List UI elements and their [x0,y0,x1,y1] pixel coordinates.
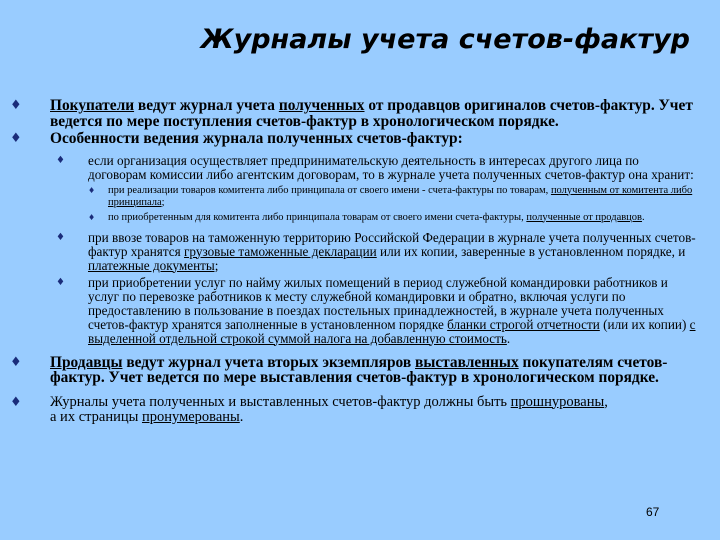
bullet-text: если организация осуществляет предпринимательскую деятельность в интересах другого лица по договорам комиссии либо агентским договорам, то в журнале учета полученных счетов-фактур она хранит: [88,152,694,182]
underlined-text: Продавцы [50,353,123,371]
text-span: . [642,211,645,223]
diamond-bullet-icon: ♦ [88,185,96,195]
text-span: (или их копии) [599,316,690,332]
text-span: при реализации товаров комитента либо принципала от своего имени - счета-фактуры по товарам, [108,184,551,196]
subsubbullet-sale [10,185,700,209]
text-span: , а их страницы [50,393,608,425]
bullet-text [108,212,700,224]
underlined-text: полученные от продавцов [526,211,643,223]
underlined-text: бланки строгой отчетности [447,316,600,332]
diamond-bullet-icon: ♦ [56,231,65,243]
subbullet-import [10,231,700,273]
text-span: . [239,409,244,425]
text-span: ведут журнал учета вторых экземпляров [122,353,416,371]
diamond-bullet-icon: ♦ [10,131,22,146]
bullet-features [10,131,700,147]
bullet-buyers [10,98,700,129]
text-span: Журналы учета полученных и выставленных счетов-фактур должны быть [50,393,511,410]
bullet-journals [10,395,700,426]
page-number: 67 [646,505,660,519]
text-span: или их копии, заверенные в установленном порядке, и [376,243,686,259]
underlined-text: платежные документы; [88,257,219,273]
subbullet-agency [10,154,700,182]
slide-content [10,98,700,428]
text-span: при ввозе товаров на таможенную территорию Российской Федерации в журнале учета полученных счетов-фактур хранятся [88,229,696,259]
text-span: ; [161,196,165,208]
bullet-text [88,231,700,273]
diamond-bullet-icon: ♦ [56,276,65,288]
underlined-text: полученных [278,97,365,114]
subsubbullet-purchase [10,212,700,224]
diamond-bullet-icon: ♦ [56,154,65,166]
underlined-text: прошнурованы [510,393,605,410]
text-span: по приобретенным для комитента либо принципала товарам от своего имени счета-фактуры, [108,211,527,223]
underlined-text: полученным от комитента либо принципала [108,184,693,208]
text-span: покупателям счетов-фактур. Учет ведется по мере выставления счетов-фактур в хронологическом порядке. [50,353,668,386]
underlined-text: с выделенной отдельной строкой суммой налога на добавленную стоимость [88,316,696,346]
diamond-bullet-icon: ♦ [10,98,22,113]
bullet-text [108,185,700,209]
bullet-text [50,395,610,426]
bullet-text [88,276,700,346]
underlined-text: выставленных [415,353,519,371]
diamond-bullet-icon: ♦ [10,354,22,370]
text-span: при приобретении услуг по найму жилых помещений в период служебной командировки работников и услуг по перевозке работников к месту служебной командировки и обратно, включая услуги по предоставлению в пользование в поездах постельных принадлежностей, в журнале учета полученных счетов-фактур хранятся заполненные в установленном порядке [88,274,668,332]
bullet-sellers [10,355,700,386]
diamond-bullet-icon: ♦ [10,394,22,410]
text-span: . [506,330,511,346]
diamond-bullet-icon: ♦ [88,212,96,222]
underlined-text: грузовые таможенные декларации [184,243,377,259]
bullet-text [50,98,700,129]
subbullet-business-trip [10,276,700,346]
bullet-text [50,355,700,386]
text-span: ведут журнал учета [134,97,279,114]
slide-title: Журналы учета счетов-фактур [200,24,690,55]
underlined-text: пронумерованы [141,409,240,425]
bullet-text: Особенности ведения журнала полученных счетов-фактур: [50,130,463,147]
underlined-text: Покупатели [50,97,135,114]
text-span: от продавцов оригиналов счетов-фактур. Учет ведется по мере поступления счетов-фактур в хронологическом порядке. [50,97,693,130]
